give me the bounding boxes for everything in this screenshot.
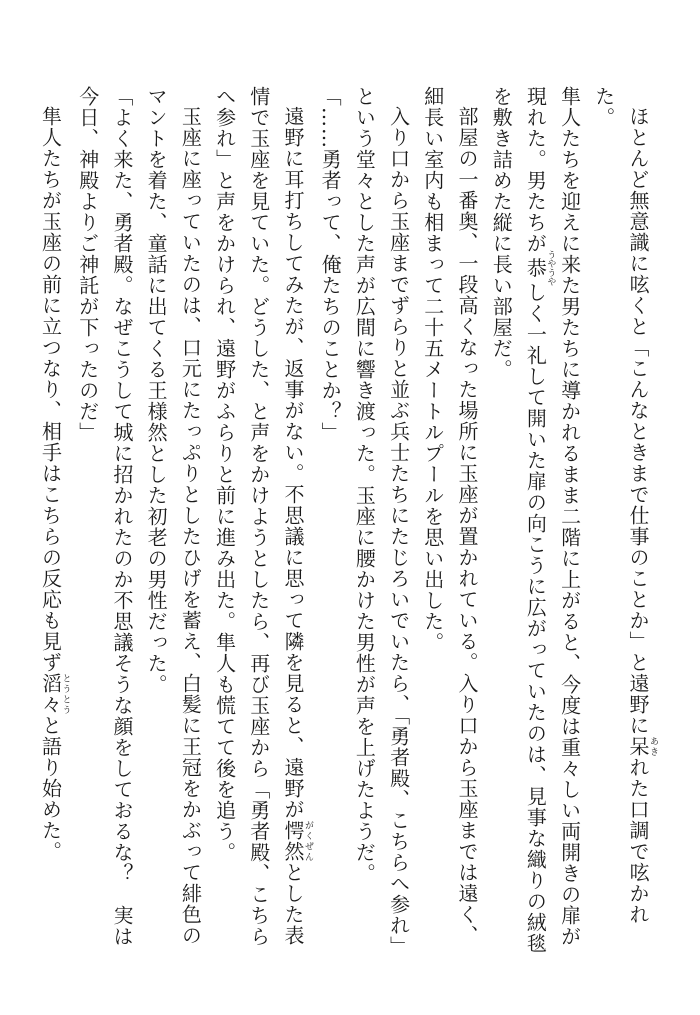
paragraph (347, 86, 415, 966)
text-run: 遠野に耳打ちしてみたが、返事がない。不思議に思って隣を見ると、遠野が (280, 106, 305, 820)
text-run: と語り始めた。 (38, 715, 63, 862)
paragraph (587, 86, 658, 966)
text-run: れた口調で呟かれた。 (591, 86, 650, 925)
paragraph (33, 86, 70, 966)
ruby-base: 呆 (626, 736, 650, 757)
paragraph (207, 86, 313, 966)
ruby-base: 滔々 (38, 673, 63, 715)
ruby-word (280, 820, 313, 862)
paragraph (416, 86, 484, 966)
text-run: 「よく来た、勇者殿。なぜこうして城に招かれたのか不思議そうな顔をしておるな？ 実は今日、神殿よりご神託が下ったのだ」 (75, 86, 134, 947)
paragraph (313, 86, 347, 966)
ruby-word (38, 673, 71, 715)
text-run: 隼人たちを迎えに来た男たちに導かれるまま二階に上がると、今度は重々しい両開きの扉が現れた。男たちが (523, 86, 582, 947)
text-run: しく一礼して開いた扉の向こうに広がっていたのは、見事な織りの絨毯を敷き詰めた縦に長い部屋だ。 (489, 86, 548, 954)
paragraph (484, 86, 587, 966)
paragraph (139, 86, 207, 966)
ruby-word (523, 250, 556, 286)
text-run: 玉座に座っていたのは、口元にたっぷりとしたひげを蓄え、白髪に王冠をかぶって緋色のマントを着た、童話に出てくる王様然とした初老の男性だった。 (144, 86, 203, 946)
ruby-reading: あき (648, 736, 658, 757)
text-run: ほとんど無意識に呟くと「こんなときまで仕事のことか」と遠野に (626, 106, 650, 736)
ruby-base: 恭 (523, 250, 548, 286)
ruby-base: 愕然 (280, 820, 305, 862)
ruby-reading: がくぜん (302, 820, 313, 862)
paragraph (71, 86, 139, 966)
text-run: とした表情で玉座を見ていた。どうした、と声をかけようとしたら、再び玉座から「勇者殿、こちらへ参れ」と声をかけられ、遠野がふらりと前に進み出た。隼人も慌てて後を追う。 (212, 86, 305, 947)
text-run: 部屋の一番奥、一段高くなった場所に玉座が置かれている。入り口から玉座までは遠く、細長い室内も相まって二十五メートルプールを思い出した。 (420, 86, 479, 946)
vertical-text-body (28, 86, 658, 966)
text-run: 「……勇者って、俺たちのことか？」 (318, 86, 343, 443)
ruby-word (626, 736, 658, 757)
ruby-reading: とうとう (60, 673, 71, 715)
text-run: 入り口から玉座までずらりと並ぶ兵士たちにたじろいでいたら、「勇者殿、こちらへ参れ」という堂々とした声が広間に響き渡った。玉座に腰かけた男性が声を上げたようだ。 (352, 86, 411, 957)
text-run: 隼人たちが玉座の前に立つなり、相手はこちらの反応も見ず (38, 106, 63, 673)
ruby-reading: うやうや (545, 250, 556, 286)
